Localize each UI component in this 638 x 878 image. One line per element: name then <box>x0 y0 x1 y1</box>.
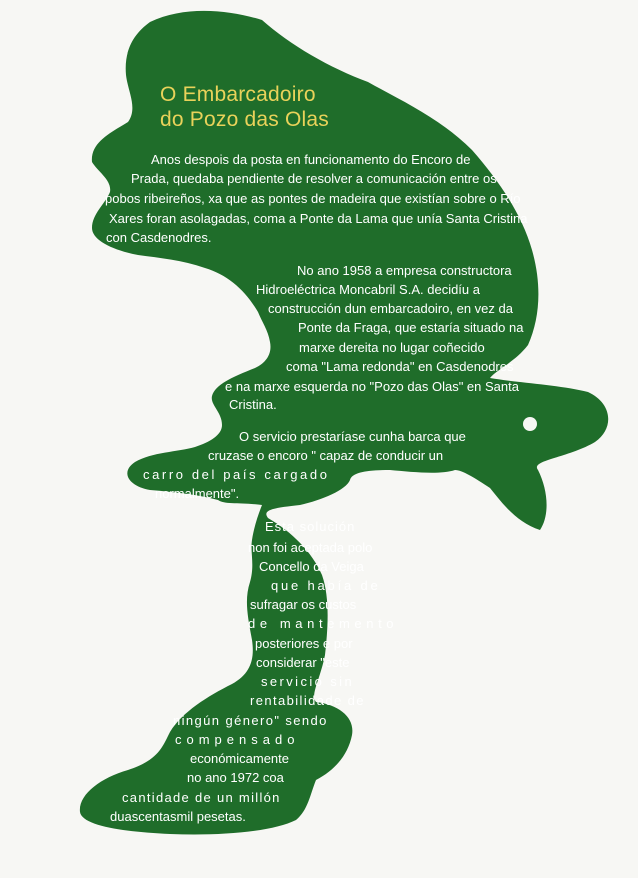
text-line: Ponte da Fraga, que estaría situado na <box>298 320 524 335</box>
text-line: Concello da Veiga <box>259 559 364 574</box>
text-line: considerar "este <box>256 655 350 670</box>
text-line: Prada, quedaba pendiente de resolver a comunicación entre os <box>131 171 497 186</box>
text-line: non foi aceptada polo <box>248 540 373 555</box>
text-line: posteriores e por <box>255 636 353 651</box>
text-line: O servicio prestaríase cunha barca que <box>239 429 466 444</box>
text-line: normalmente". <box>155 486 240 501</box>
text-line: Cristina. <box>229 397 277 412</box>
text-line: marxe dereita no lugar coñecido <box>299 340 485 355</box>
title-line-2: do Pozo das Olas <box>160 108 329 131</box>
text-line: rentabilidade de <box>250 693 365 708</box>
text-line: Hidroeléctrica Moncabril S.A. decidíu a <box>256 282 480 297</box>
text-line: No ano 1958 a empresa constructora <box>297 263 512 278</box>
text-line: Xares foran asolagadas, coma a Ponte da Lama que unía Santa Cristina <box>109 211 528 226</box>
text-line: Esta solución <box>265 519 356 534</box>
text-line: de mantemento <box>248 616 399 631</box>
page-title <box>160 82 329 132</box>
text-line: Anos despois da posta en funcionamento do Encoro de <box>151 152 471 167</box>
text-line: económicamente <box>190 751 289 766</box>
text-line: coma "Lama redonda" en Casdenodres <box>286 359 514 374</box>
text-line: e na marxe esquerda no "Pozo das Olas" en Santa <box>225 379 519 394</box>
text-line: construcción dun embarcadoiro, en vez da <box>268 301 513 316</box>
hanger-hole <box>523 417 537 431</box>
text-line: cantidade de un millón <box>122 790 281 805</box>
text-line: que había de <box>271 578 381 593</box>
title-line-1: O Embarcadoiro <box>160 83 316 106</box>
text-line: pobos ribeireños, xa que as pontes de madeira que existían sobre o Río <box>105 191 521 206</box>
text-line: cruzase o encoro " capaz de conducir un <box>208 448 444 463</box>
text-line: carro del país cargado <box>143 467 330 482</box>
text-line: servicio sin <box>261 674 355 689</box>
text-line: compensado <box>175 732 300 747</box>
text-line: con Casdenodres. <box>106 230 212 245</box>
text-line: duascentasmil pesetas. <box>110 809 246 824</box>
text-line: sufragar os custos <box>250 597 357 612</box>
text-line: ningún género" sendo <box>173 713 328 728</box>
text-line: no ano 1972 coa <box>187 770 284 785</box>
